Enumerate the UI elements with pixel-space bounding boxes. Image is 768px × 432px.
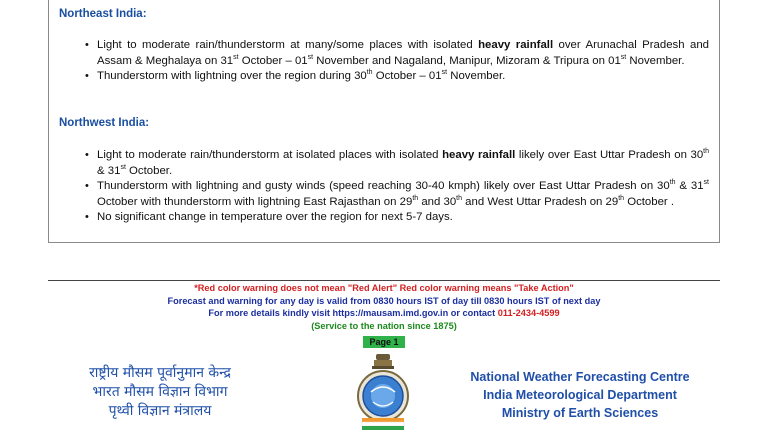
northwest-heading: Northwest India: [59, 117, 150, 129]
hindi-org-name: राष्ट्रीय मौसम पूर्वानुमान केन्द्र भारत मौसम विज्ञान विभाग पृथ्वी विज्ञान मंत्रालय [89, 365, 231, 419]
imd-emblem-icon [354, 352, 412, 432]
northeast-bullets [49, 38, 709, 85]
validity-note: Forecast and warning for any day is valid from 0830 hours IST of day till 0830 hours IST of next day [167, 295, 601, 306]
list-item: • No significant change in temperature over the region for next 5-7 days. [49, 210, 709, 226]
list-item: • Thunderstorm with lightning and gusty winds (speed reaching 30-40 kmph) likely over East Uttar Pradesh on 30th & 31st October with thunderstorm with lightning East Rajasthan on 29th and 30th and West Uttar Pradesh on 29th October . [49, 179, 709, 210]
contact-phone: 011-2434-4599 [497, 308, 560, 318]
northeast-heading: Northeast India: [59, 8, 147, 20]
imd-website-link[interactable]: https://mausam.imd.gov.in [332, 308, 449, 318]
northwest-bullets [49, 148, 709, 226]
footer-divider [48, 280, 720, 281]
forecast-box [48, 0, 720, 243]
list-item: • Light to moderate rain/thunderstorm at many/some places with isolated heavy rainfall over Arunachal Pradesh and Assam & Meghalaya on 31st October – 01st November and Nagaland, Manipur, Mizoram & Tripura on 01st November. [49, 38, 709, 69]
details-note: For more details kindly visit https://mausam.imd.gov.in or contact 011-2434-4599 [208, 308, 560, 318]
page-number-badge: Page 1 [363, 336, 404, 348]
english-org-name: National Weather Forecasting Centre India Meteorological Department Ministry of Earth Sciences [470, 370, 690, 420]
footer [48, 282, 720, 350]
list-item: • Thunderstorm with lightning over the region during 30th October – 01st November. [49, 69, 709, 85]
list-item: • Light to moderate rain/thunderstorm at isolated places with isolated heavy rainfall likely over East Uttar Pradesh on 30th & 31st October. [49, 148, 709, 179]
red-warning-note: *Red color warning does not mean "Red Alert" Red color warning means "Take Action" [194, 283, 574, 293]
service-note: (Service to the nation since 1875) [311, 320, 457, 331]
